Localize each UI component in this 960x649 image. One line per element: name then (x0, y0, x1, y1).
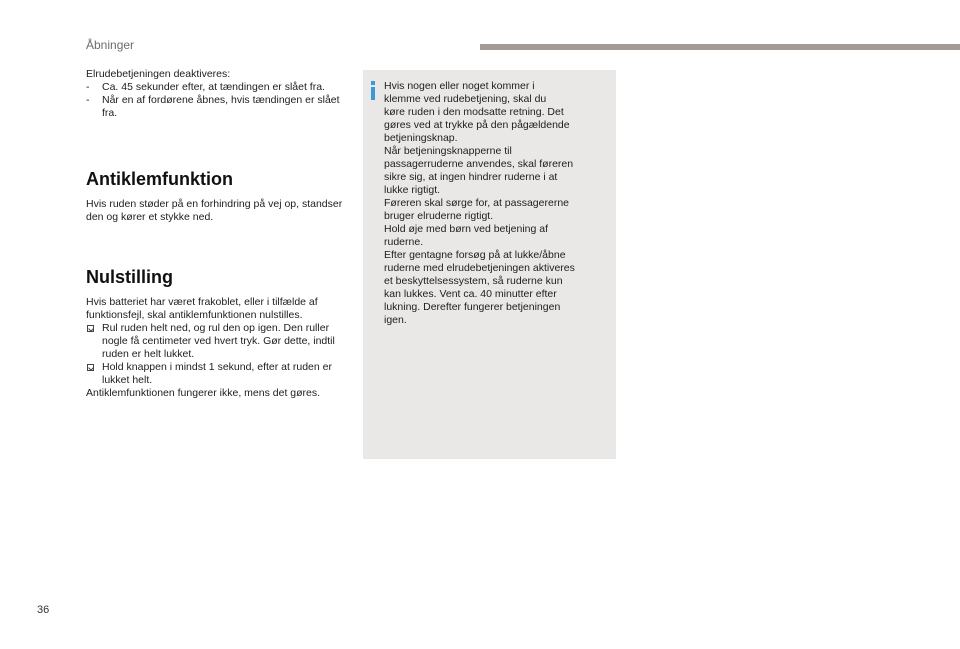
left-column (86, 68, 348, 400)
step-text: Hold knappen i mindst 1 sekund, efter at ruden er lukket helt. (102, 361, 332, 386)
dash-marker: - (86, 94, 90, 106)
warning-line: ruderne med elrudebetjeningen aktiveres (384, 262, 575, 274)
warning-line: kan lukkes. Vent ca. 40 minutter efter (384, 288, 557, 300)
warning-box (363, 70, 616, 459)
list-item-text: Ca. 45 sekunder efter, at tændingen er slået fra. (102, 81, 325, 93)
header-bar (480, 44, 960, 50)
nulstilling-intro: Hvis batteriet har været frakoblet, eller i tilfælde af funktionsfejl, skal antiklemfunktionen nulstilles. (86, 296, 318, 321)
checkbox-bullet-icon (87, 325, 94, 332)
warning-line: Hold øje med børn ved betjening af (384, 223, 549, 235)
warning-line: lukning. Derefter fungerer betjeningen (384, 301, 561, 313)
section-label: Åbninger (86, 38, 135, 52)
step-item (86, 361, 348, 387)
warning-line: betjeningsknap. (384, 132, 458, 144)
list-item (86, 81, 348, 94)
warning-line: Når betjeningsknapperne til (384, 145, 512, 157)
warning-line: Efter gentagne forsøg på at lukke/åbne (384, 249, 566, 261)
warning-line: et beskyttelsessystem, så ruderne kun (384, 275, 563, 287)
nulstilling-heading: Nulstilling (86, 267, 173, 287)
step-item (86, 322, 348, 361)
list-item-text: Når en af fordørene åbnes, hvis tændingen er slået fra. (102, 94, 340, 119)
warning-line: sikre sig, at ingen hindrer ruderne i at (384, 171, 558, 183)
antiklem-heading: Antiklemfunktion (86, 169, 233, 189)
warning-line: lukke rigtigt. (384, 184, 441, 196)
page-number: 36 (37, 604, 50, 616)
warning-line: passagerruderne anvendes, skal føreren (384, 158, 574, 170)
checkbox-bullet-icon (87, 364, 94, 371)
warning-line: gøres ved at trykke på den pågældende (384, 119, 570, 131)
info-icon (371, 81, 375, 100)
warning-line: ruderne. (384, 236, 424, 248)
warning-text (384, 80, 612, 327)
list-item (86, 94, 348, 120)
nulstilling-outro: Antiklemfunktionen fungerer ikke, mens det gøres. (86, 387, 321, 399)
step-text: Rul ruden helt ned, og rul den op igen. Den ruller nogle få centimeter ved hvert tryk. Gør dette, indtil ruden er helt lukket. (102, 322, 335, 360)
dash-marker: - (86, 81, 90, 93)
warning-line: Føreren skal sørge for, at passagererne (384, 197, 569, 209)
intro-text: Elrudebetjeningen deaktiveres: (86, 68, 231, 80)
warning-line: bruger elruderne rigtigt. (384, 210, 494, 222)
warning-line: Hvis nogen eller noget kommer i (384, 80, 535, 92)
warning-line: køre ruden i den modsatte retning. Det (384, 106, 564, 118)
warning-line: igen. (384, 314, 407, 326)
antiklem-text: Hvis ruden støder på en forhindring på vej op, standser den og kører et stykke ned. (86, 198, 343, 223)
warning-line: klemme ved rudebetjening, skal du (384, 93, 547, 105)
